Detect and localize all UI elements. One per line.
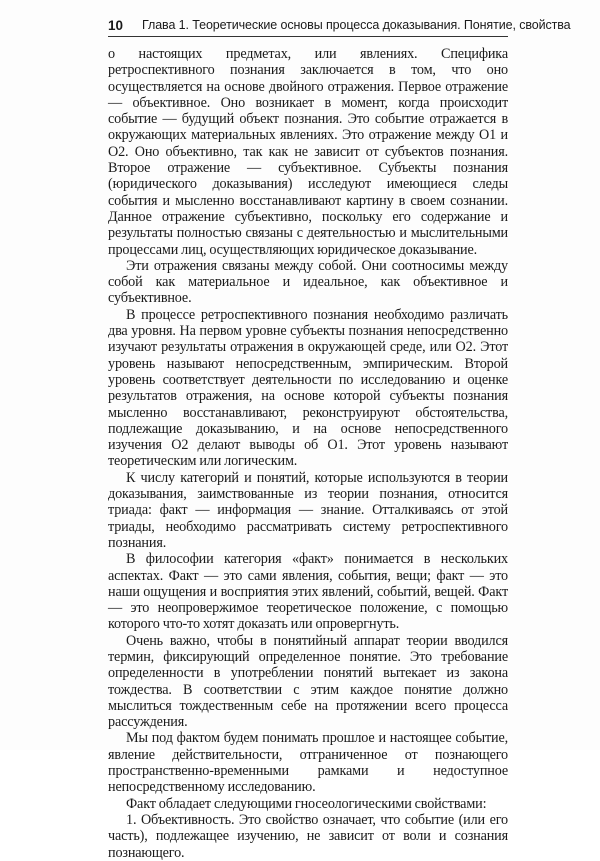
paragraph: Мы под фактом будем понимать прошлое и настоящее событие, явление действительности, отграниченное от познающего пространственно-временными рамками и недоступное непосредственному исследованию.: [108, 730, 508, 796]
body-text: [108, 46, 508, 861]
paragraph: В процессе ретроспективного познания необходимо различать два уровня. На первом уровне субъекты познания непосредственно изучают результаты отражения в окружающей среде, или О2. Этот уровень называют непосредственным, эмпирическим. Второй уровень соответствует деятельности по исследованию и оценке результатов отражения, на основе которой субъекты познания мысленно восстанавливают, реконструируют обстоятельства, подлежащие доказыванию, и на основе непосредственного изучения О2 делают выводы об О1. Этот уровень называют теоретическим или логическим.: [108, 306, 508, 470]
paragraph: Факт обладает следующими гносеологическими свойствами:: [126, 795, 487, 812]
paragraph: Эти отражения связаны между собой. Они соотносимы между собой как материальное и идеальное, как объективное и субъективное.: [108, 257, 508, 307]
paragraph: Очень важно, чтобы в понятийный аппарат теории вводился термин, фиксирующий определенное понятие. Это требование определенности в употреблении понятий вытекает из закона тождества. В соответствии с этим каждое понятие должно мыслиться тождественным себе на протяжении всего процесса рассуждения.: [108, 632, 508, 731]
paragraph: К числу категорий и понятий, которые используются в теории доказывания, заимствованные из теории познания, относится триада: факт — информация — знание. Отталкиваясь от этой триады, необходимо рассматривать систему ретроспективного познания.: [108, 469, 508, 551]
chapter-title: Глава 1. Теоретические основы процесса доказывания. Понятие, свойства: [142, 18, 571, 32]
paragraph-continued: о настоящих предметах, или явлениях. Специфика ретроспективного познания заключается в том, что оно осуществляется на основе двойного отражения. Первое отражение — объективное. Оно возникает в момент, когда происходит событие — будущий объект познания. Это событие отражается в окружающих материальных явлениях. Это отражение между О1 и О2. Оно объективно, так как не зависит от субъектов познания. Второе отражение — субъективное. Субъекты познания (юридического доказывания) исследуют имеющиеся следы события и мысленно восстанавливают картину в своем сознании. Данное отражение субъективно, поскольку его содержание и результаты полностью связаны с деятельностью и мыслительными процессами лиц, осуществляющих юридическое доказывание.: [108, 46, 508, 258]
page-number: 10: [108, 17, 124, 33]
list-item: 1. Объективность. Это свойство означает, что событие (или его часть), подлежащее изучению, не зависит от воли и сознания познающего.: [108, 811, 508, 861]
paragraph: В философии категория «факт» понимается в нескольких аспектах. Факт — это сами явления, события, вещи; факт — это наши ощущения и восприятия этих явлений, событий, вещей. Факт — это неопровержимое теоретическое положение, с помощью которого что-то хотят доказать или опровергнуть.: [108, 551, 508, 633]
running-header: [108, 14, 571, 37]
